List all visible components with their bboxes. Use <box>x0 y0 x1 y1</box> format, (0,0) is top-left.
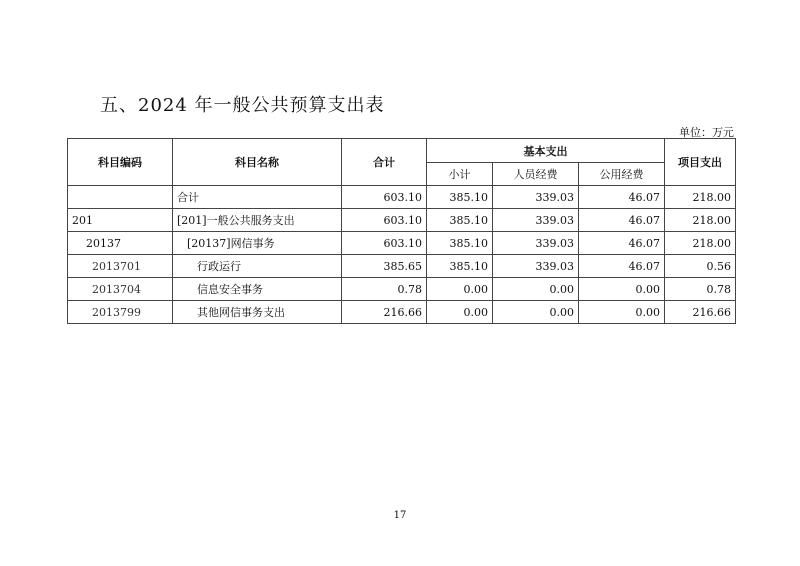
header-name: 科目名称 <box>173 139 342 186</box>
cell-project: 0.78 <box>665 278 736 301</box>
unit-label: 单位：万元 <box>679 126 734 139</box>
cell-public: 46.07 <box>579 255 665 278</box>
cell-subtotal: 385.10 <box>427 255 493 278</box>
cell-total: 603.10 <box>342 232 427 255</box>
header-personnel: 人员经费 <box>493 163 579 186</box>
cell-public: 0.00 <box>579 301 665 324</box>
cell-subtotal: 385.10 <box>427 209 493 232</box>
header-total: 合计 <box>342 139 427 186</box>
cell-personnel: 339.03 <box>493 186 579 209</box>
header-public: 公用经费 <box>579 163 665 186</box>
table-row <box>68 209 736 232</box>
cell-public: 46.07 <box>579 209 665 232</box>
table-row <box>68 232 736 255</box>
cell-total: 603.10 <box>342 209 427 232</box>
table-header-row <box>68 139 736 163</box>
cell-name: 行政运行 <box>173 255 342 278</box>
cell-public: 46.07 <box>579 232 665 255</box>
header-basic: 基本支出 <box>427 139 665 163</box>
cell-project: 218.00 <box>665 209 736 232</box>
cell-name: [20137]网信事务 <box>173 232 342 255</box>
cell-code: 201 <box>68 209 173 232</box>
cell-code: 20137 <box>68 232 173 255</box>
cell-personnel: 0.00 <box>493 301 579 324</box>
cell-name: 信息安全事务 <box>173 278 342 301</box>
page-title: 五、2024 年一般公共预算支出表 <box>100 95 385 116</box>
page-number: 17 <box>393 510 407 521</box>
cell-code: 2013799 <box>68 301 173 324</box>
cell-public: 46.07 <box>579 186 665 209</box>
cell-personnel: 339.03 <box>493 209 579 232</box>
table-row <box>68 301 736 324</box>
cell-code <box>68 186 173 209</box>
cell-name: [201]一般公共服务支出 <box>173 209 342 232</box>
cell-subtotal: 385.10 <box>427 232 493 255</box>
cell-name: 其他网信事务支出 <box>173 301 342 324</box>
cell-total: 603.10 <box>342 186 427 209</box>
cell-project: 216.66 <box>665 301 736 324</box>
cell-total: 0.78 <box>342 278 427 301</box>
cell-project: 218.00 <box>665 232 736 255</box>
cell-code: 2013701 <box>68 255 173 278</box>
cell-personnel: 339.03 <box>493 255 579 278</box>
cell-subtotal: 0.00 <box>427 278 493 301</box>
cell-project: 218.00 <box>665 186 736 209</box>
cell-subtotal: 0.00 <box>427 301 493 324</box>
cell-public: 0.00 <box>579 278 665 301</box>
header-subtotal: 小计 <box>427 163 493 186</box>
budget-table <box>67 138 736 324</box>
cell-total: 216.66 <box>342 301 427 324</box>
cell-personnel: 0.00 <box>493 278 579 301</box>
cell-subtotal: 385.10 <box>427 186 493 209</box>
header-code: 科目编码 <box>68 139 173 186</box>
cell-code: 2013704 <box>68 278 173 301</box>
table-row <box>68 255 736 278</box>
cell-total: 385.65 <box>342 255 427 278</box>
cell-project: 0.56 <box>665 255 736 278</box>
cell-name: 合计 <box>173 186 342 209</box>
table-row <box>68 278 736 301</box>
cell-personnel: 339.03 <box>493 232 579 255</box>
header-project: 项目支出 <box>665 139 736 186</box>
table-row-total <box>68 186 736 209</box>
